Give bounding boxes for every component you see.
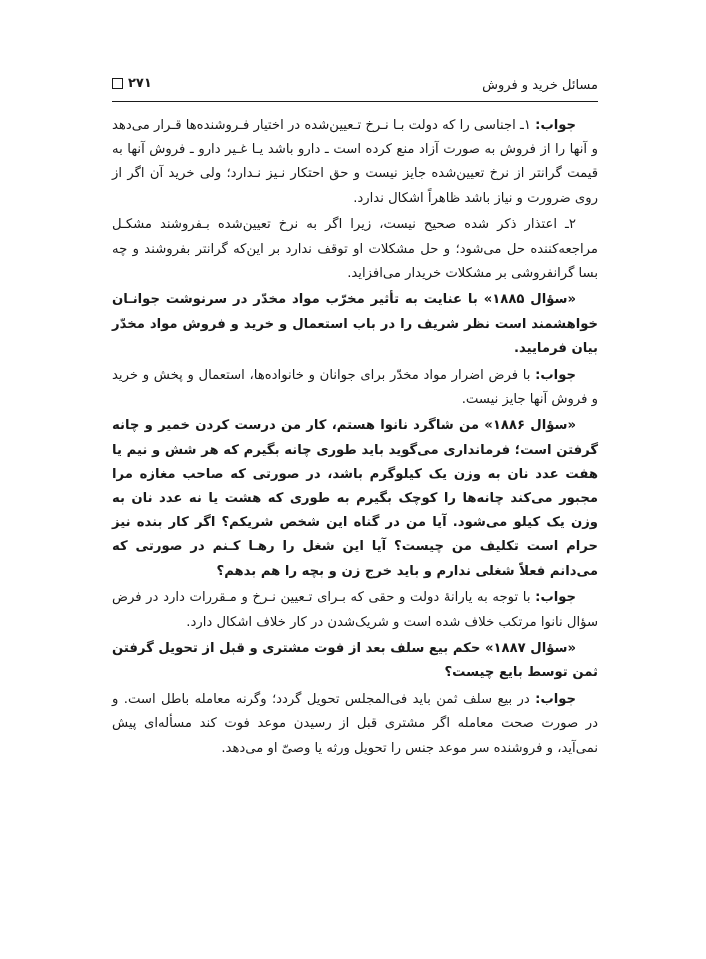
answer-paragraph	[112, 364, 598, 412]
paragraph-text: در بیع سلف ثمن باید فی‌المجلس تحویل گردد؛ وگرنه معامله باطل است. و در صورت صحت معامله اگر مشتری قبل از رسیدن موعد فوت کند مسأله‌ای پیش نمی‌آید، و فروشنده سر موعد جنس را تحویل ورثه یا وصیّ او می‌دهد.	[112, 692, 598, 756]
question-label: «سؤال ۱۸۸۷»	[484, 641, 577, 657]
answer-label: جواب:	[535, 692, 576, 708]
question-paragraph	[112, 414, 598, 583]
answer-label: جواب:	[535, 367, 576, 383]
answer-paragraph	[112, 586, 598, 634]
question-paragraph	[112, 288, 598, 361]
paragraph-text: ۲ـ اعتذار ذکر شده صحیح نیست، زیرا اگر به نرخ تعیین‌شده بـفروشند مشکـل مراجعه‌کننده حل می‌شود؛ و حل مشکلات او توقف ندارد بر این‌که گرانتر بفروشند و چه بسا گرانفروشی بر مشکلات خریدار می‌افزاید.	[112, 217, 598, 281]
question-paragraph	[112, 637, 598, 685]
answer-paragraph	[112, 688, 598, 761]
page-number-block	[112, 76, 152, 91]
question-label: «سؤال ۱۸۸۶»	[484, 418, 577, 434]
paragraph-text: با فرض اضرار مواد مخدّر برای جوانان و خانواده‌ها، استعمال و پخش و خرید و فروش آنها جایز نیست.	[112, 367, 598, 407]
page-header	[112, 76, 598, 100]
running-title: مسائل خرید و فروش	[482, 78, 598, 93]
header-rule	[112, 101, 598, 102]
answer-paragraph-continued	[112, 213, 598, 286]
page-body	[112, 114, 598, 763]
square-ornament-icon	[112, 78, 123, 89]
question-label: «سؤال ۱۸۸۵»	[483, 292, 577, 308]
answer-label: جواب:	[535, 118, 576, 133]
paragraph-text: حکم بیع سلف بعد از فوت مشتری و قبل از تحویل گرفتن ثمن توسط بایع چیست؟	[112, 641, 598, 681]
paragraph-text: من شاگرد نانوا هستم، کار من درست کردن خمیر و چانه گرفتن است؛ فرمانداری می‌گوید باید طوری چانه بگیرم که هر شش و نیم یا هفت عدد نان به وزن یک کیلوگرم باشد، در صورتی که صاحب مغازه مرا مجبور می‌کند چانه‌ها را کوچک بگیرم به طوری که هشت یا نه عدد نان به وزن یک کیلو می‌شود. آیا من در گناه این شخص شریکم؟ اگر کار بنده نیز حرام است تکلیف من چیست؟ آیا این شغل را رهـا کـنم در صورتی که می‌دانم فعلاً شغلی ندارم و باید خرج زن و بچه را هم بدهم؟	[112, 418, 598, 579]
answer-paragraph	[112, 114, 598, 211]
page-number: ۲۷۱	[128, 76, 152, 91]
answer-label: جواب:	[535, 590, 576, 606]
paragraph-text: ۱ـ اجناسی را که دولت بـا نـرخ تـعیین‌شده در اختیار فـروشنده‌ها قـرار می‌دهد و آنها را از فروش به صورت آزاد منع کرده است ـ دارو باشد یـا غـیر دارو ـ فروش آنها به قیمت گرانتر از نرخ تعیین‌شده جایز نیست و حق احتکار نـیز نـدارد؛ ولی خرید آن اگر از روی ضرورت و نیاز باشد ظاهراً اشکال ندارد.	[112, 118, 598, 206]
paragraph-text: با توجه به یارانهٔ دولت و حقی که بـرای تـعیین نـرخ و مـقررات دارد در فرض سؤال نانوا مرتکب خلاف شده است و شریک‌شدن در کار خلاف اشکال دارد.	[112, 590, 598, 630]
paragraph-text: با عنایت به تأثیر مخرّب مواد مخدّر در سرنوشت جوانـان خواهشمند است نظر شریف را در باب استعمال و خرید و فروش مواد مخدّر بیان فرمایید.	[112, 292, 598, 356]
